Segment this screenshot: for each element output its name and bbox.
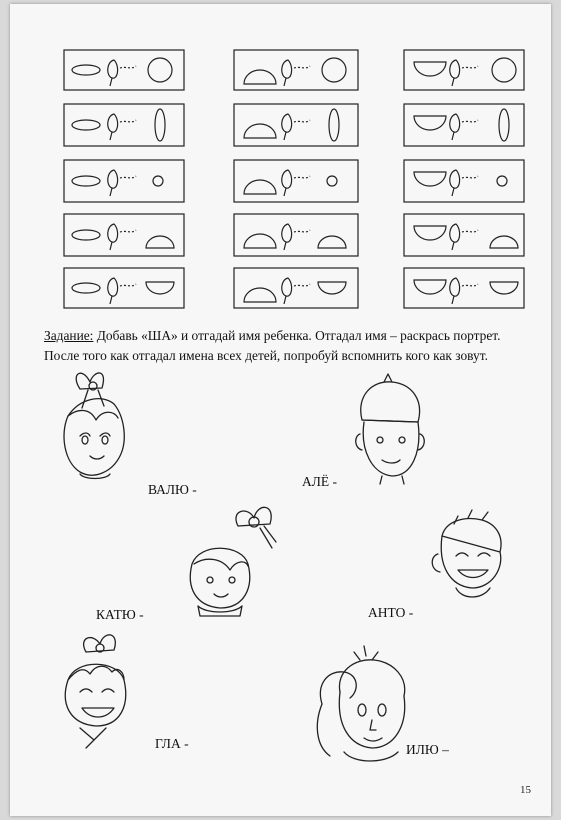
portrait-girl-laughing: [65, 635, 125, 748]
page-number: 15: [520, 784, 531, 796]
name-label-5: ГЛА -: [155, 736, 189, 751]
name-label-1: ВАЛЮ -: [148, 482, 197, 497]
name-label-3: КАТЮ -: [96, 607, 144, 622]
portrait-boy-bowl-cut: [356, 374, 425, 484]
worksheet-page: [10, 4, 551, 816]
task-instruction: Добавь «ША» и отгадай имя ребенка. Отгадал имя – раскрась портрет.: [93, 328, 501, 343]
name-label-2: АЛЁ -: [302, 474, 338, 489]
name-label-6: ИЛЮ –: [406, 742, 449, 757]
task-label: Задание:: [44, 328, 94, 343]
children-portraits: [10, 4, 551, 816]
name-label-4: АНТО -: [368, 605, 414, 620]
portrait-boy-smiling: [432, 510, 501, 597]
portrait-girl-bow-1: [64, 373, 124, 479]
task-line-2: После того как отгадал имена всех детей, попробуй вспомнить кого как зовут.: [44, 348, 488, 363]
portrait-girl-bow-2: [190, 507, 276, 616]
portrait-boy-thinking: [317, 646, 404, 761]
portraits-drawing: [10, 4, 551, 816]
